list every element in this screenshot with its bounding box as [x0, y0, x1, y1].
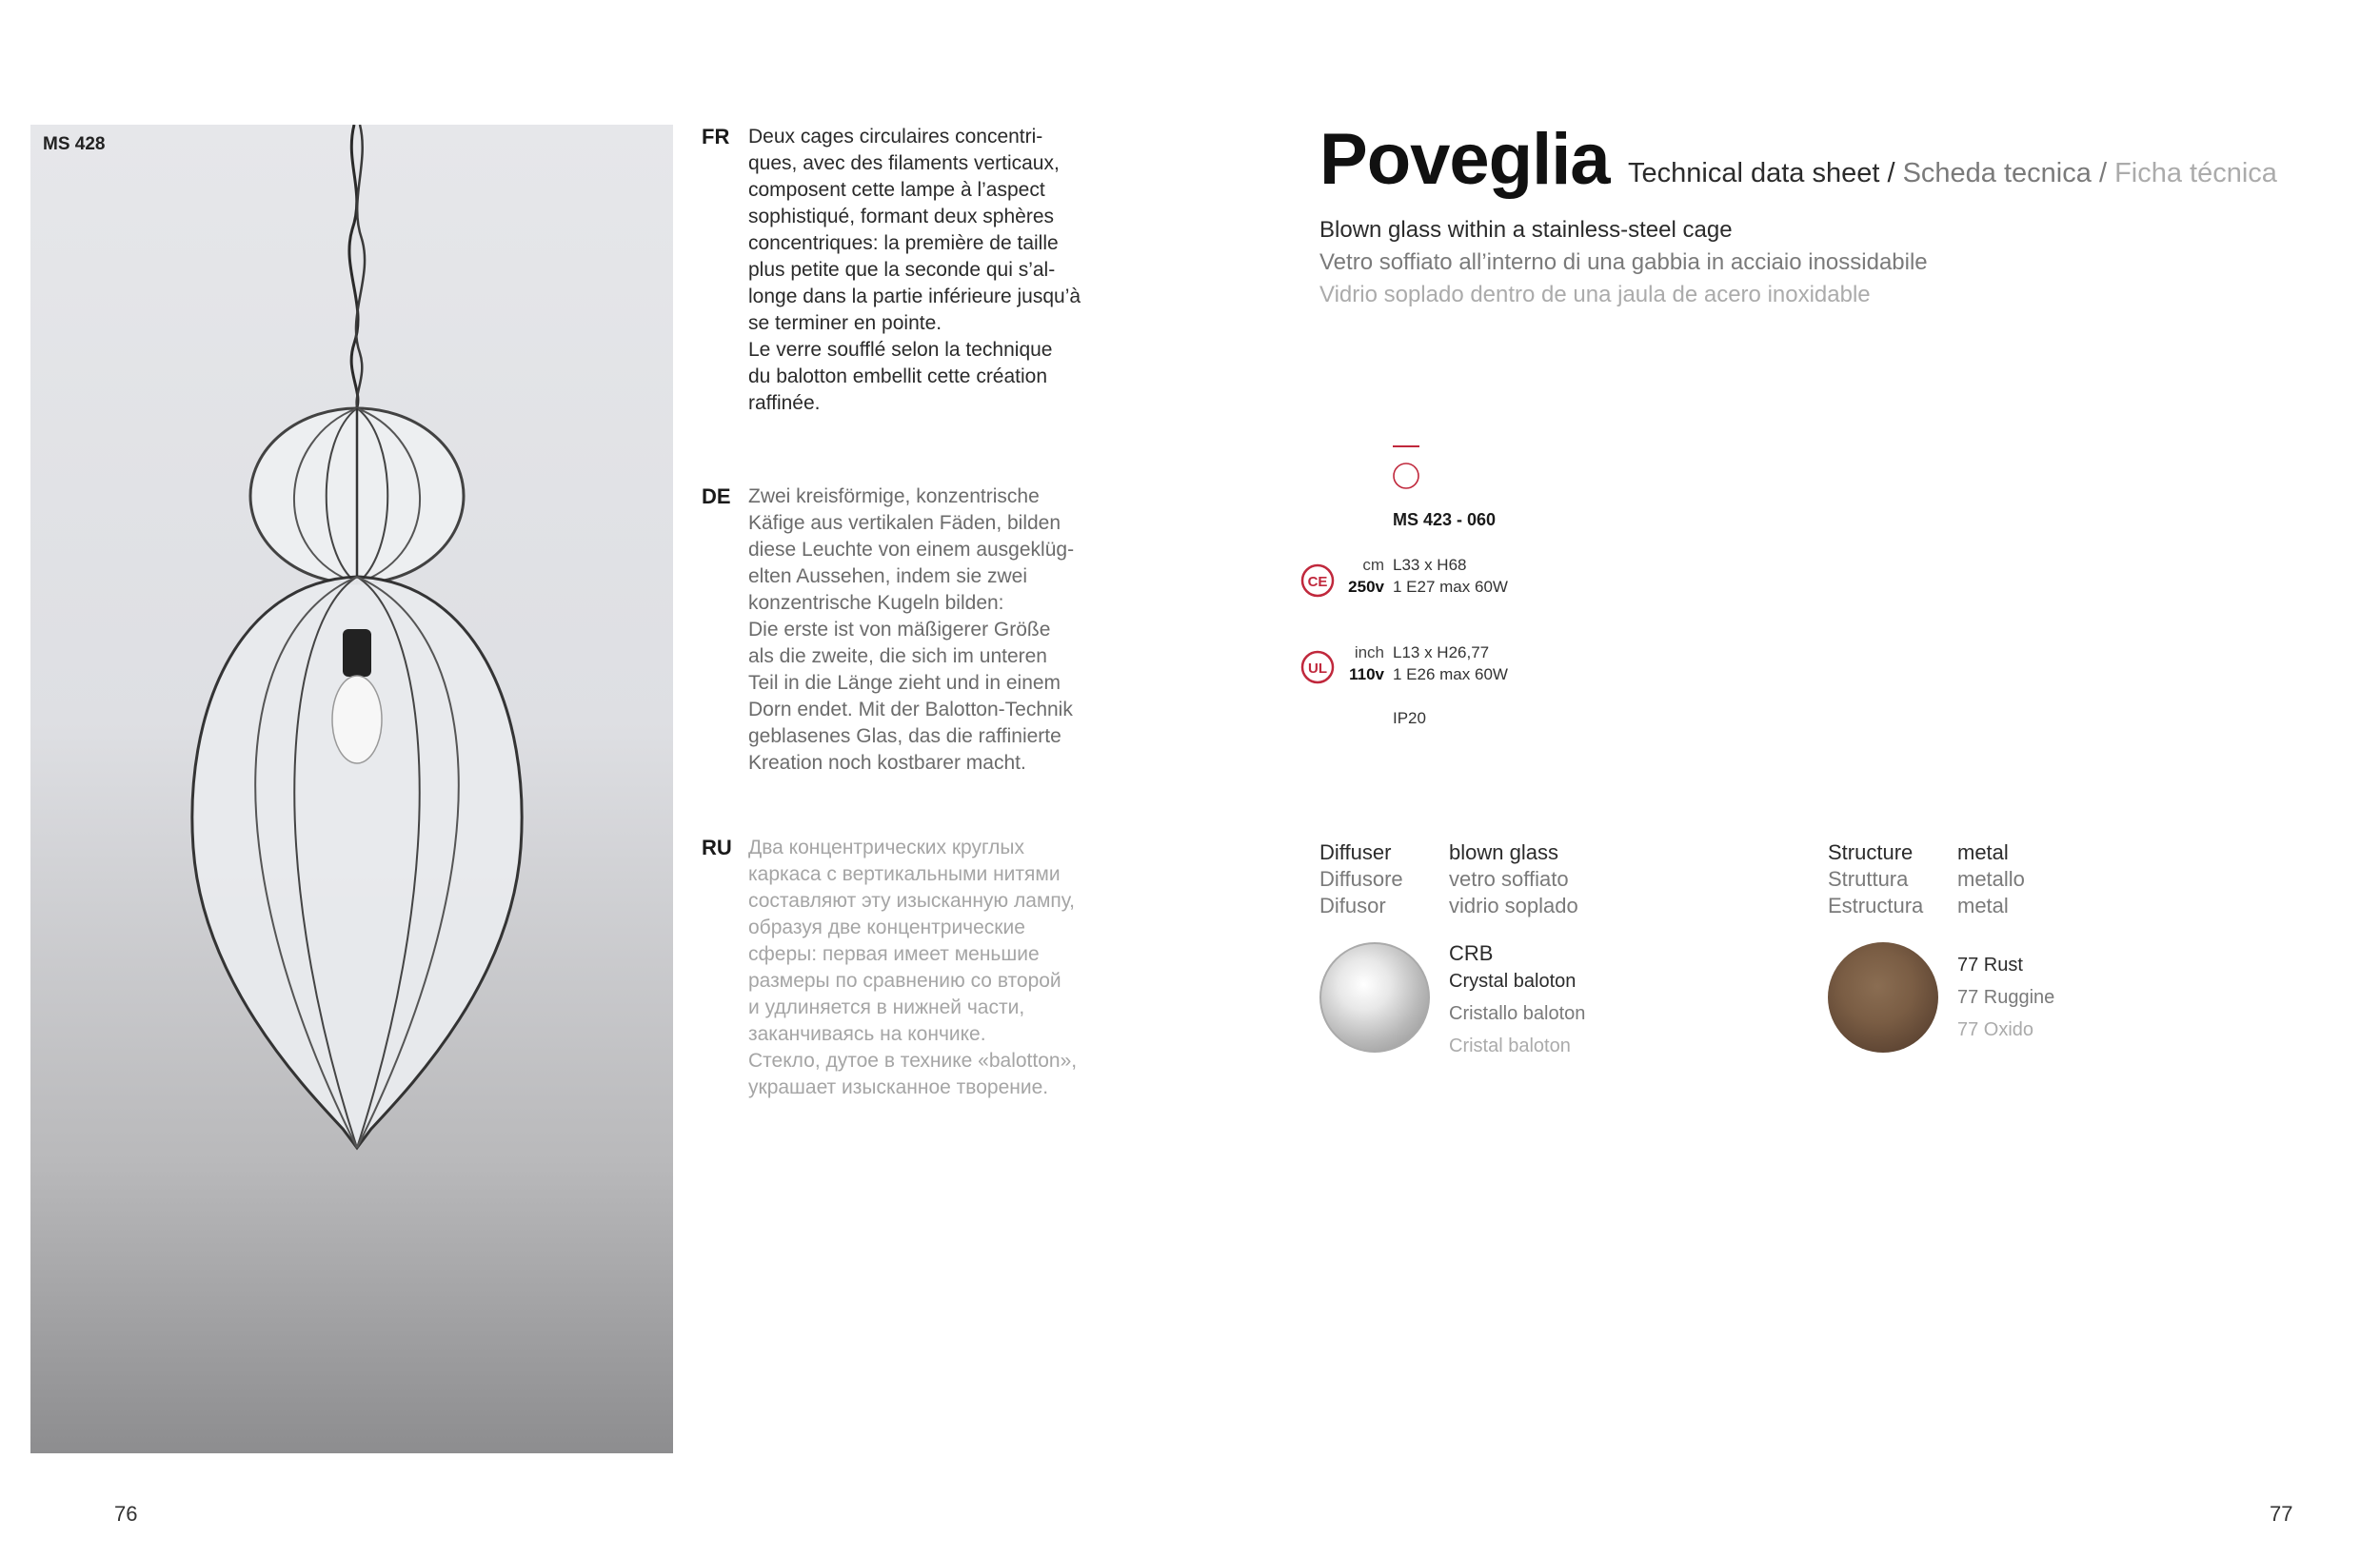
pendant-lamp-icon	[1391, 444, 1421, 490]
tagline-it: Vetro soffiato all’interno di una gabbia in acciaio inossidabile	[1319, 249, 1928, 275]
dimensions-metric: L33 x H68	[1393, 556, 1467, 574]
description-ru: Два концентрических круглых каркаса с вертикальными нитями составляют эту изысканную лампу, образуя две концентрические сферы: первая имеет меньшие размеры по сравнению со второй и удлиняется в нижней части, заканчиваясь на кончике. Стекло, дутое в технике «balotton», украшает изысканное творение.	[748, 837, 1078, 1098]
tagline-en: Blown glass within a stainless-steel cage	[1319, 217, 1733, 243]
diffuser-finish-it: Cristallo baloton	[1449, 1003, 1586, 1024]
description-de: Zwei kreisförmige, konzentrische Käfige aus vertikalen Fäden, bilden diese Leuchte von einem ausgeklüg- elten Aussehen, indem sie zwei konzentrische Kugeln bilden: Die erste ist von mäßigerer Größe als die zweite, die sich im unteren Teil in die Länge zieht und in einem Dorn endet. Mit der Balotton-Technik geblasenes Glas, das die raffinierte Kreation noch kostbarer macht.	[748, 485, 1075, 774]
model-code: MS 423 - 060	[1393, 510, 1497, 529]
subtitle-sep: /	[2091, 158, 2115, 188]
description-fr: Deux cages circulaires concentri- ques, avec des filaments verticaux, composent cette lampe à l’aspect sophistiqué, formant deux sphères concentriques: la première de taille plus petite que la seconde qui s’al- longe dans la partie inférieure jusqu’à se terminer en pointe. Le verre soufflé selon la technique du balotton embellit cette création raffinée.	[748, 126, 1081, 414]
lamp-metric: 1 E27 max 60W	[1393, 578, 1508, 596]
subtitle-es: Ficha técnica	[2114, 158, 2277, 188]
structure-finish-swatch	[1828, 942, 1938, 1053]
product-title: Poveglia	[1319, 119, 1610, 200]
unit-inch: inch	[1354, 643, 1384, 661]
lang-code-ru: RU	[702, 836, 732, 859]
page-number-left: 76	[114, 1502, 138, 1526]
diffuser-value-es: vidrio soplado	[1449, 894, 1578, 917]
voltage-250: 250v	[1348, 578, 1384, 596]
page-number-right: 77	[2270, 1502, 2293, 1526]
structure-label-en: Structure	[1828, 840, 1914, 864]
structure-value-en: metal	[1957, 840, 2009, 864]
product-photo	[30, 125, 673, 1453]
subtitle-sep: /	[1879, 158, 1903, 188]
unit-cm: cm	[1362, 556, 1384, 574]
photo-product-code: MS 428	[43, 134, 106, 154]
structure-finish-en: 77 Rust	[1957, 955, 2023, 976]
subtitle	[1628, 158, 2277, 189]
tagline-es: Vidrio soplado dentro de una jaula de acero inoxidable	[1319, 282, 1871, 307]
svg-text:UL: UL	[1308, 661, 1327, 677]
diffuser-finish-swatch	[1319, 942, 1430, 1053]
structure-finish-es: 77 Oxido	[1957, 1019, 2034, 1040]
svg-text:CE: CE	[1307, 574, 1328, 590]
diffuser-finish-code: CRB	[1449, 941, 1494, 965]
diffuser-value-it: vetro soffiato	[1449, 867, 1569, 891]
diffuser-label-en: Diffuser	[1319, 840, 1392, 864]
subtitle-it: Scheda tecnica	[1902, 158, 2092, 188]
pendant-lamp-icon	[30, 125, 673, 1453]
structure-label-it: Struttura	[1828, 867, 1909, 891]
structure-value-it: metallo	[1957, 867, 2025, 891]
diffuser-finish-es: Cristal baloton	[1449, 1035, 1571, 1056]
voltage-110: 110v	[1349, 665, 1384, 683]
structure-label-es: Estructura	[1828, 894, 1924, 917]
ip-rating: IP20	[1393, 709, 1426, 727]
diffuser-label-es: Difusor	[1319, 894, 1386, 917]
structure-value-es: metal	[1957, 894, 2009, 917]
diffuser-finish-en: Crystal baloton	[1449, 971, 1577, 992]
diffuser-value-en: blown glass	[1449, 840, 1558, 864]
lang-code-fr: FR	[702, 125, 730, 148]
lamp-imperial: 1 E26 max 60W	[1393, 665, 1508, 683]
structure-finish-it: 77 Ruggine	[1957, 987, 2055, 1008]
subtitle-en: Technical data sheet	[1628, 158, 1880, 188]
diffuser-label-it: Diffusore	[1319, 867, 1403, 891]
dimensions-imperial: L13 x H26,77	[1393, 643, 1490, 661]
lang-code-de: DE	[702, 484, 731, 508]
